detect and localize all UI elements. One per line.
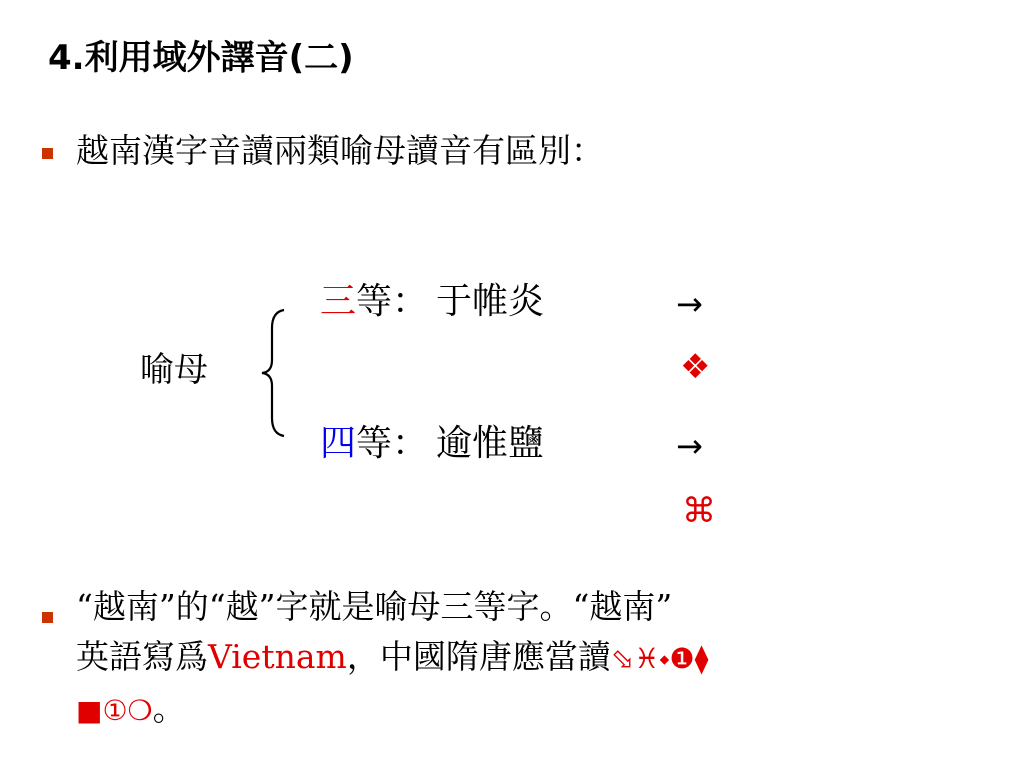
row-grade-three (320, 280, 544, 323)
grade-four-chars: 逾惟鹽 (436, 423, 545, 464)
slide-title: 4.利用域外譯音(二) (48, 38, 354, 78)
bullet-marker (42, 612, 53, 623)
reading-symbols: ⬂♓⬩❶⧫ (610, 642, 709, 675)
reading-symbols-continued: ■①❍ (76, 694, 153, 727)
grade-suffix: 等： (356, 281, 429, 322)
bullet-2-line-2 (76, 636, 708, 677)
bullet-1-text: 越南漢字音讀兩類喻母讀音有區別： (76, 131, 604, 170)
bullet-marker (42, 148, 53, 159)
grade-four: 四 (320, 423, 357, 464)
middle-text: ，中國隋唐應當讀 (346, 637, 611, 676)
row-grade-four (320, 422, 544, 465)
bullet-2-line-1: “越南”的“越”字就是喻母三等字。“越南” (76, 587, 673, 626)
period: 。 (152, 689, 186, 728)
bullet-2-line-3 (76, 688, 186, 729)
arrow-right-icon: → (676, 285, 703, 323)
grade-three-chars: 于帷炎 (436, 281, 545, 322)
grade-suffix: 等： (356, 423, 429, 464)
vietnam-word: Vietnam (208, 637, 347, 676)
group-label-yumu: 喻母 (140, 350, 208, 390)
english-prefix: 英語寫爲 (76, 637, 208, 676)
arrow-right-icon: → (676, 427, 703, 465)
left-brace (258, 306, 288, 440)
grade-three: 三 (320, 281, 357, 322)
command-key-icon: ⌘ (682, 491, 716, 531)
diamond-cross-icon: ❖ (680, 347, 711, 387)
